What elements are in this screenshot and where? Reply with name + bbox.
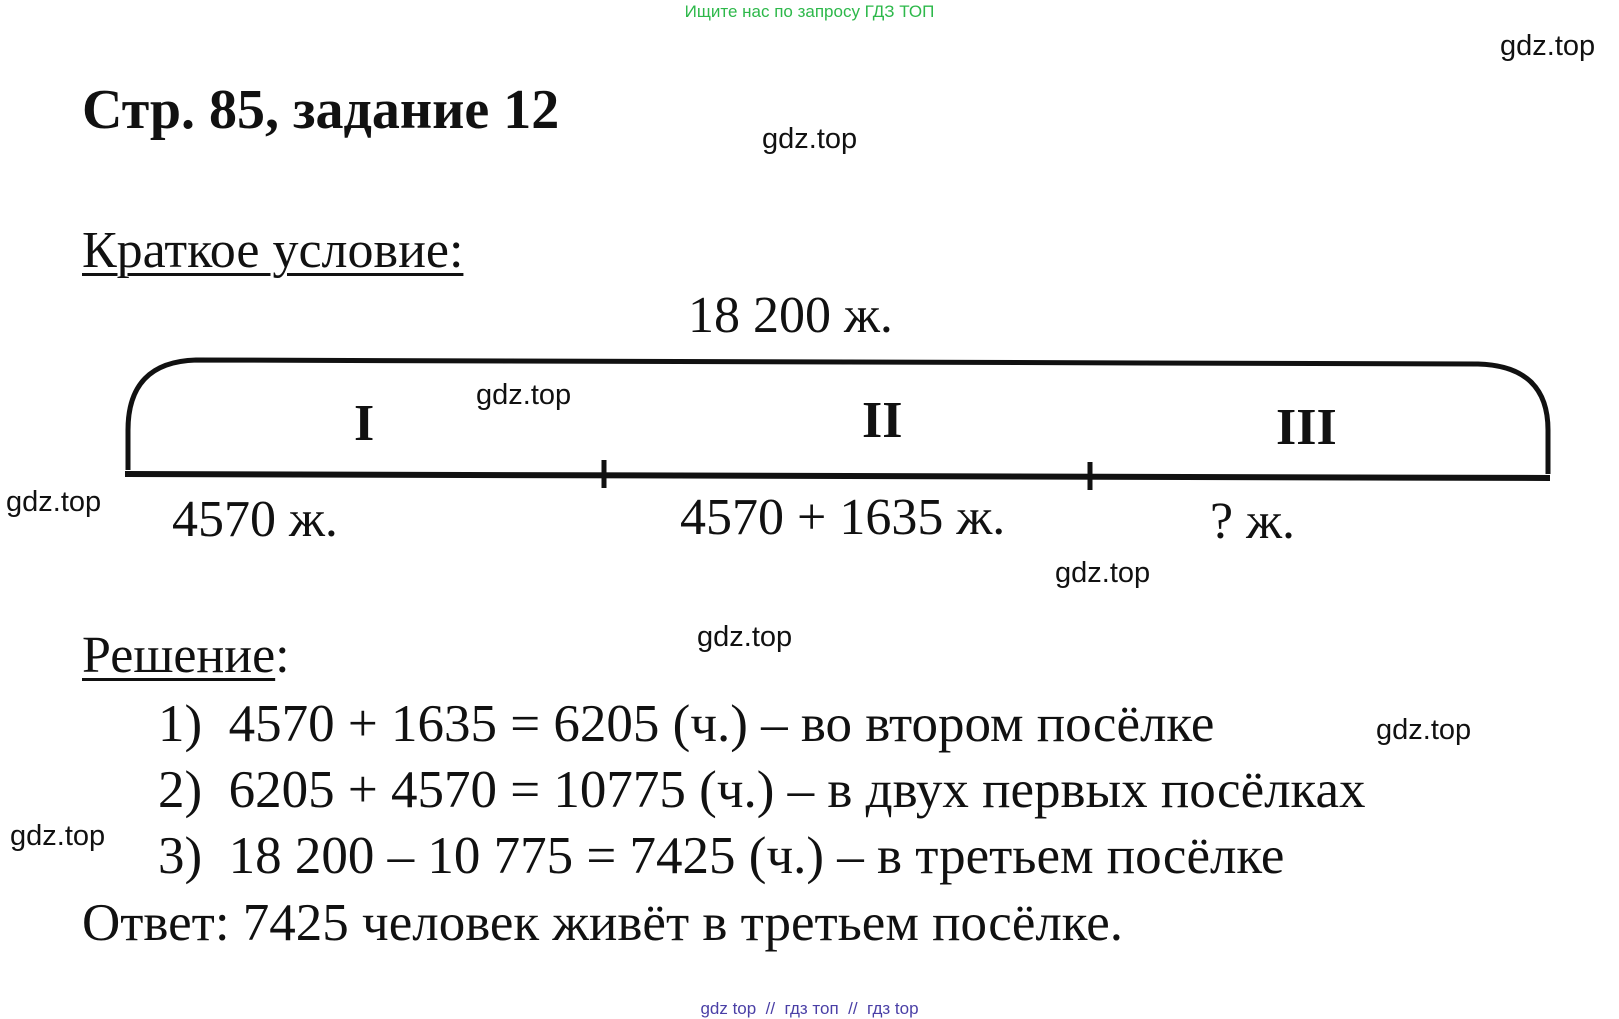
watermark: gdz.top: [1055, 557, 1151, 589]
solution-step: [158, 695, 1215, 753]
solution-heading-text: Решение: [82, 627, 276, 684]
page-title: Стр. 85, задание 12: [82, 79, 560, 141]
watermark: gdz.top: [1376, 714, 1472, 746]
step-text: 4570 + 1635 = 6205 (ч.) – во втором посёлке: [228, 695, 1215, 753]
solution-heading-colon: :: [275, 627, 290, 684]
diagram-total-label: 18 200 ж.: [688, 287, 893, 344]
answer-line: Ответ: 7425 человек живёт в третьем посёлке.: [82, 894, 1124, 952]
part-value: 4570 ж.: [172, 491, 338, 548]
step-text: 18 200 – 10 775 = 7425 (ч.) – в третьем посёлке: [228, 827, 1285, 885]
part-value: 4570 + 1635 ж.: [680, 489, 1006, 546]
footer-links: gdz top // гдз топ // гдз top: [700, 999, 919, 1018]
watermark: gdz.top: [476, 379, 572, 411]
watermark: gdz.top: [10, 820, 106, 852]
solution-step: [158, 761, 1366, 819]
step-number: 3): [158, 827, 203, 885]
solution-step: [158, 827, 1285, 885]
step-text: 6205 + 4570 = 10775 (ч.) – в двух первых посёлках: [228, 761, 1366, 819]
part-numeral: I: [354, 395, 375, 452]
solution-heading: [82, 627, 290, 684]
condition-heading-text: Краткое условие:: [82, 222, 464, 279]
watermark: gdz.top: [6, 486, 102, 518]
part-numeral: III: [1276, 399, 1337, 456]
step-number: 2): [158, 761, 203, 819]
part-numeral: II: [862, 392, 903, 449]
step-number: 1): [158, 695, 203, 753]
watermark: gdz.top: [762, 123, 858, 155]
top-banner: Ищите нас по запросу ГДЗ ТОП: [684, 2, 935, 21]
part-value: ? ж.: [1210, 493, 1296, 550]
watermark: gdz.top: [697, 621, 793, 653]
base-segment: [125, 474, 1550, 478]
watermark: gdz.top: [1500, 30, 1596, 62]
